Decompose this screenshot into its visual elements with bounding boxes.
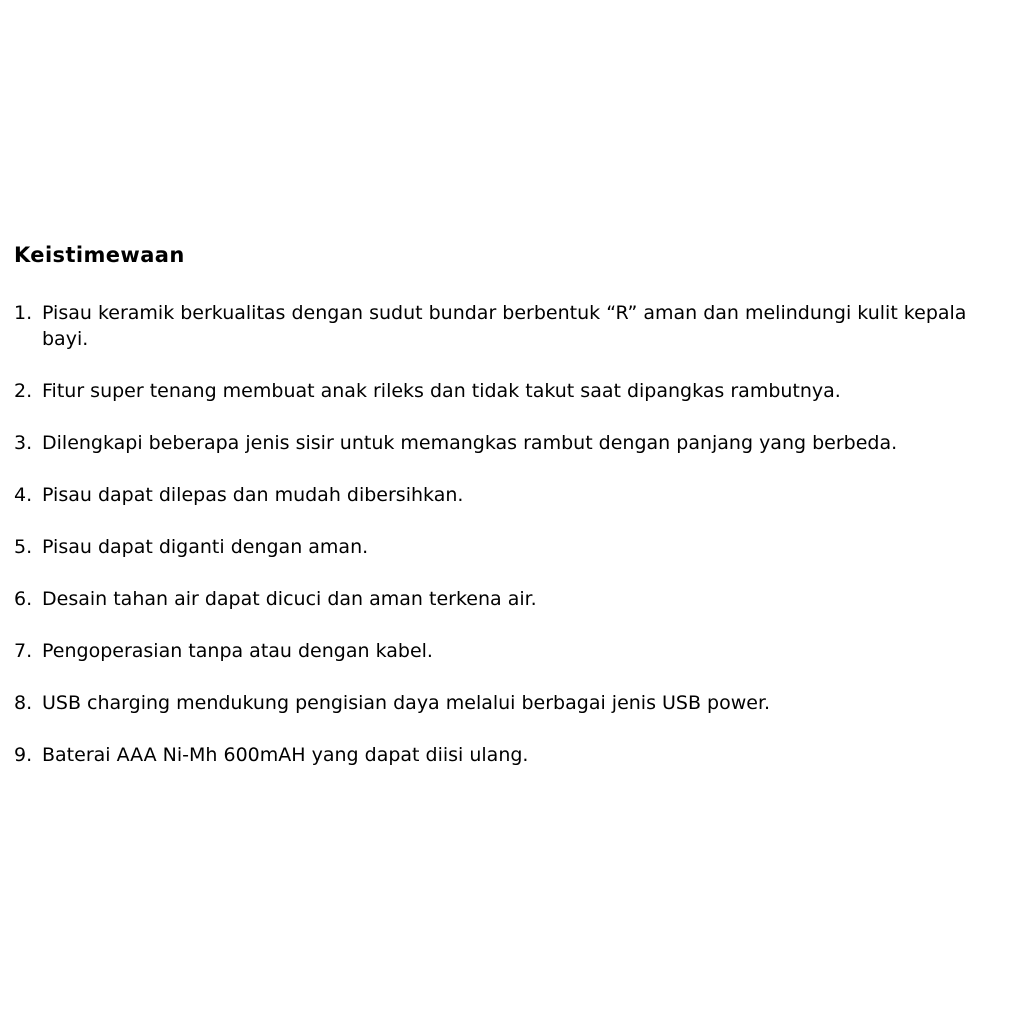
item-number: 8.	[14, 692, 33, 714]
item-text: Pisau dapat dilepas dan mudah dibersihkan.	[42, 484, 464, 506]
feature-list	[14, 300, 1020, 768]
item-number: 5.	[14, 536, 33, 558]
item-number: 9.	[14, 744, 33, 766]
item-text: USB charging mendukung pengisian daya melalui berbagai jenis USB power.	[42, 692, 771, 714]
item-number: 7.	[14, 640, 33, 662]
item-text: Dilengkapi beberapa jenis sisir untuk memangkas rambut dengan panjang yang berbeda.	[42, 432, 898, 454]
item-text: Pisau dapat diganti dengan aman.	[42, 536, 369, 558]
item-number: 4.	[14, 484, 33, 506]
list-item	[14, 742, 1020, 768]
item-text: Pengoperasian tanpa atau dengan kabel.	[42, 640, 433, 662]
list-item	[14, 482, 1020, 508]
item-number: 3.	[14, 432, 33, 454]
item-text: Desain tahan air dapat dicuci dan aman terkena air.	[42, 588, 537, 610]
item-number: 2.	[14, 380, 33, 402]
list-item	[14, 430, 1020, 456]
list-item	[14, 690, 1020, 716]
item-number: 6.	[14, 588, 33, 610]
feature-document	[14, 240, 1020, 794]
document-title: Keistimewaan	[14, 243, 185, 267]
list-item	[14, 378, 1020, 404]
list-item	[14, 638, 1020, 664]
item-number: 1.	[14, 302, 33, 324]
item-text: Fitur super tenang membuat anak rileks dan tidak takut saat dipangkas rambutnya.	[42, 380, 841, 402]
list-item	[14, 586, 1020, 612]
item-text: Pisau keramik berkualitas dengan sudut bundar berbentuk “R” aman dan melindungi kulit kepala bayi.	[42, 302, 967, 350]
list-item	[14, 300, 1020, 352]
item-text: Baterai AAA Ni-Mh 600mAH yang dapat diisi ulang.	[42, 744, 529, 766]
list-item	[14, 534, 1020, 560]
